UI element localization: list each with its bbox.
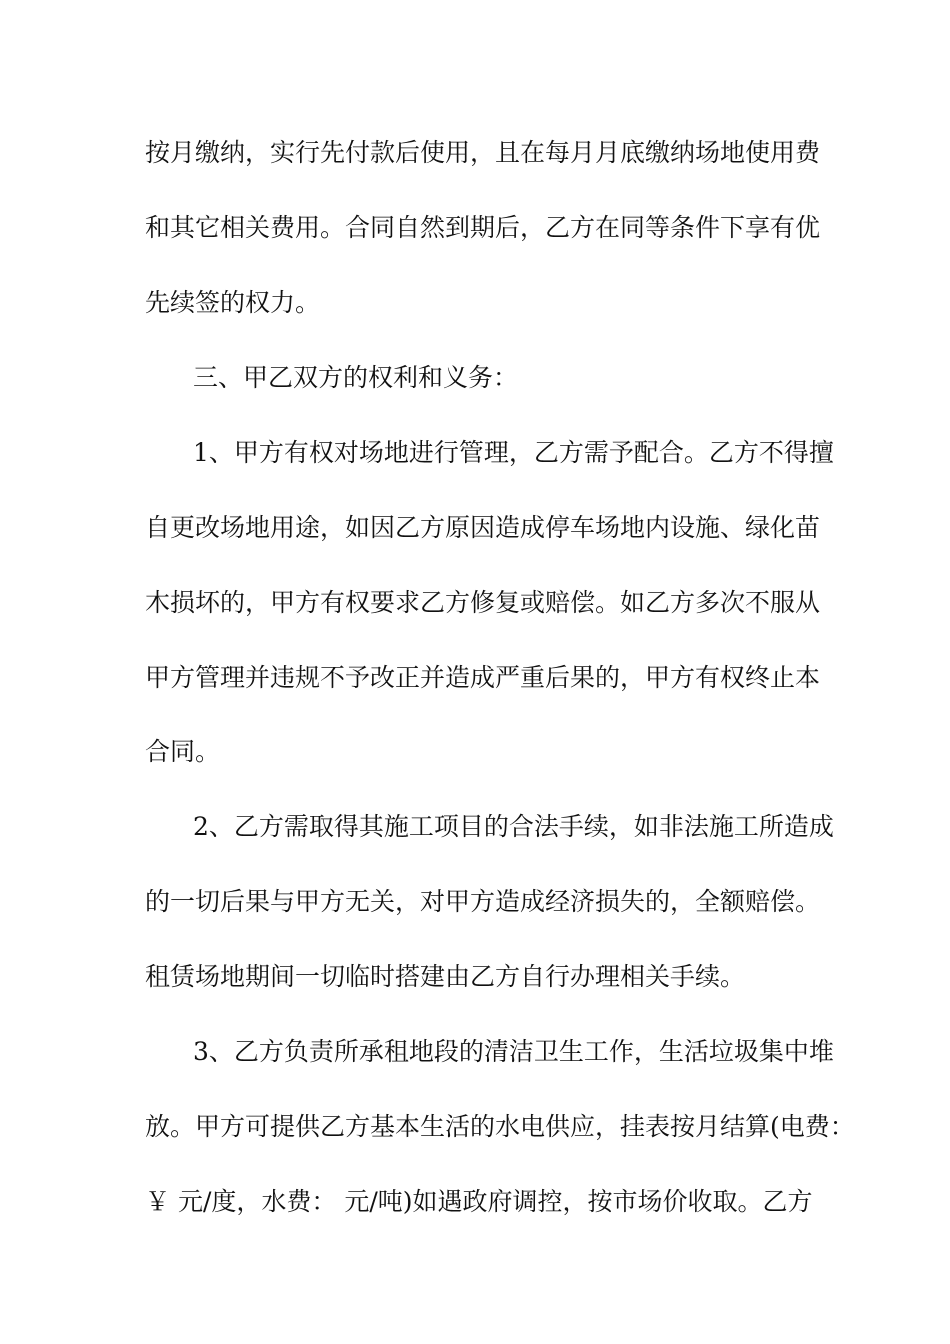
text-line-8: 甲方管理并违规不予改正并造成严重后果的，甲方有权终止本 <box>145 663 821 692</box>
text-line-13: 3、乙方负责所承租地段的清洁卫生工作，生活垃圾集中堆 <box>193 1037 834 1066</box>
text-line-12: 租赁场地期间一切临时搭建由乙方自行办理相关手续。 <box>145 962 746 991</box>
text-line-2: 和其它相关费用。合同自然到期后，乙方在同等条件下享有优 <box>145 213 821 242</box>
text-line-15: ￥ 元/度，水费： 元/吨)如遇政府调控，按市场价收取。乙方 <box>145 1187 813 1216</box>
text-line-1: 按月缴纳，实行先付款后使用，且在每月月底缴纳场地使用费 <box>145 138 821 167</box>
text-line-9: 合同。 <box>145 737 221 766</box>
text-line-7: 木损坏的，甲方有权要求乙方修复或赔偿。如乙方多次不服从 <box>145 588 821 617</box>
text-line-11: 的一切后果与甲方无关，对甲方造成经济损失的，全额赔偿。 <box>145 887 821 916</box>
text-line-14: 放。甲方可提供乙方基本生活的水电供应，挂表按月结算(电费： <box>145 1112 855 1141</box>
text-line-10: 2、乙方需取得其施工项目的合法手续，如非法施工所造成 <box>193 812 834 841</box>
text-line-3: 先续签的权力。 <box>145 288 321 317</box>
text-line-6: 自更改场地用途，如因乙方原因造成停车场地内设施、绿化苗 <box>145 513 821 542</box>
section-heading: 三、甲乙双方的权利和义务： <box>193 363 519 392</box>
text-line-5: 1、甲方有权对场地进行管理，乙方需予配合。乙方不得擅 <box>193 438 834 467</box>
